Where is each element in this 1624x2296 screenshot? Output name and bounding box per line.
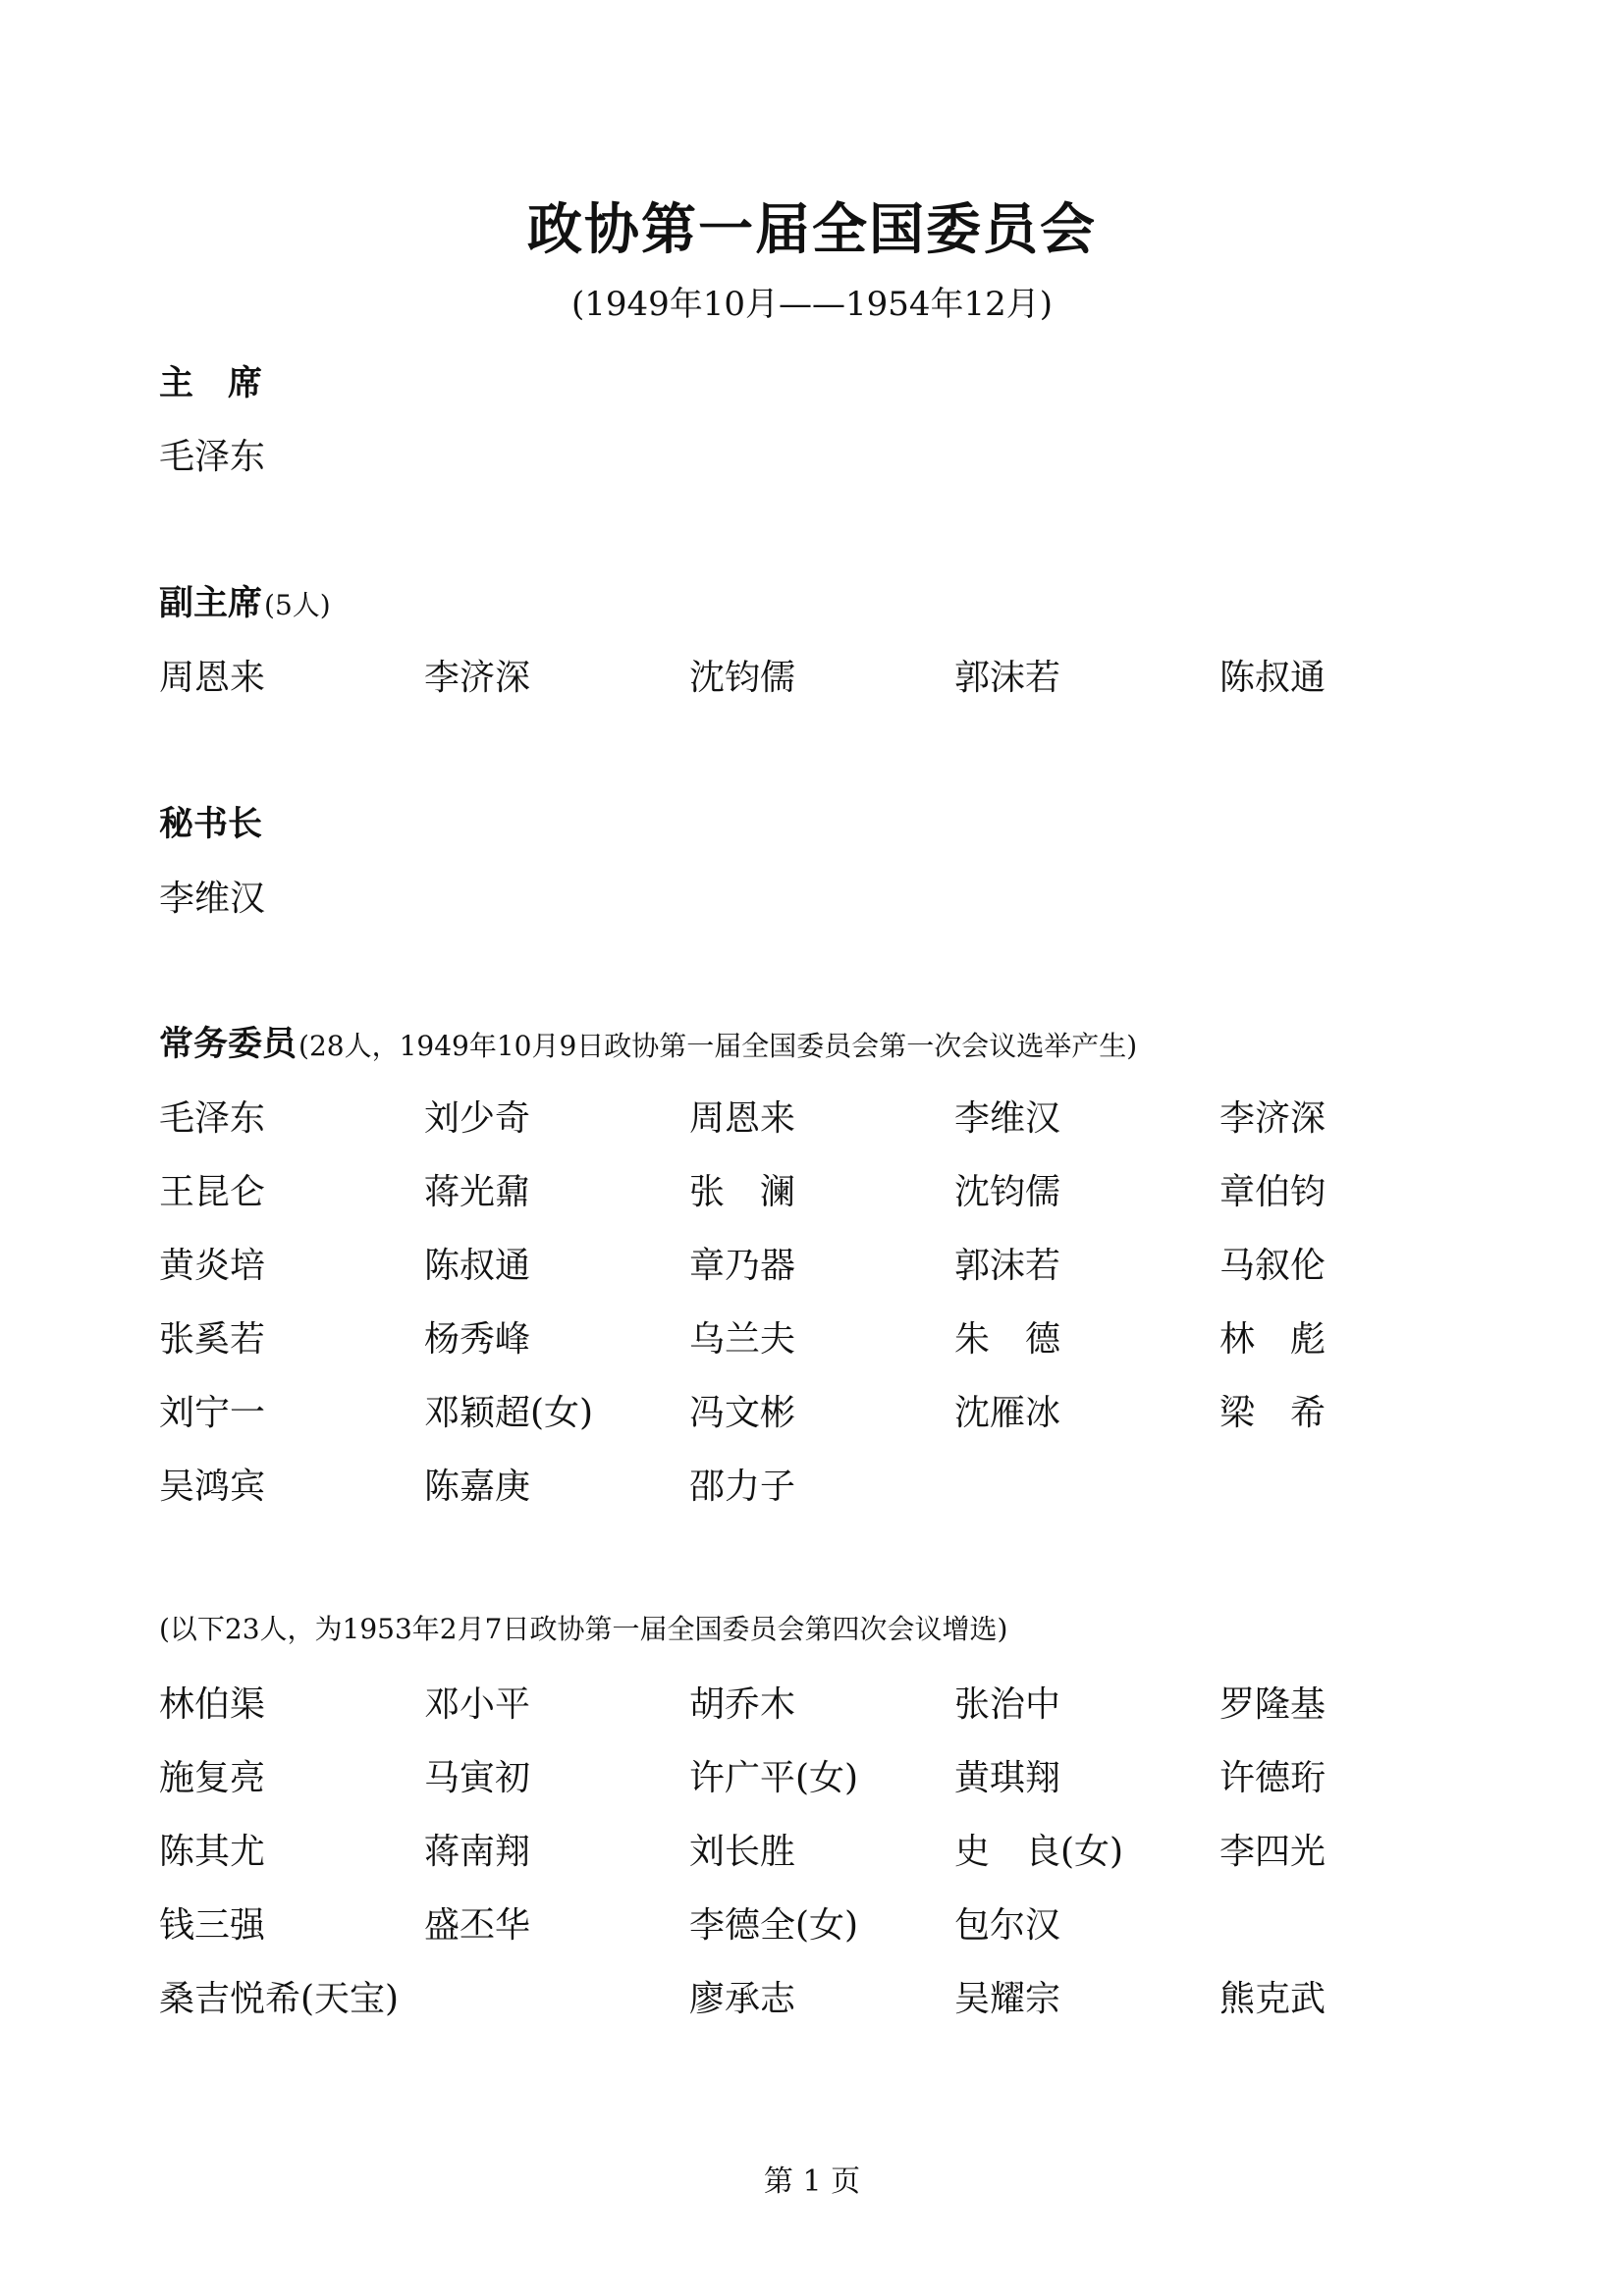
list-item: 刘宁一 bbox=[159, 1393, 266, 1433]
list-item: 朱 德 bbox=[954, 1319, 1061, 1360]
chairman-heading: 主 席 bbox=[159, 364, 263, 403]
list-item: 桑吉悦希(天宝) bbox=[159, 1979, 400, 2019]
standing-members-note: (28人，1949年10月9日政协第一届全国委员会第一次会议选举产生) bbox=[298, 1030, 1138, 1062]
list-item: 李德全(女) bbox=[689, 1905, 859, 1946]
list-item: 李四光 bbox=[1219, 1832, 1326, 1872]
list-item: 陈其尤 bbox=[159, 1832, 266, 1872]
list-item: 胡乔木 bbox=[689, 1684, 796, 1725]
list-item: 邵力子 bbox=[689, 1467, 796, 1507]
list-item: 蒋南翔 bbox=[424, 1832, 531, 1872]
list-item: 黄琪翔 bbox=[954, 1758, 1061, 1798]
list-item: 陈叔通 bbox=[424, 1246, 531, 1286]
list-item: 马寅初 bbox=[424, 1758, 531, 1798]
list-item: 梁 希 bbox=[1219, 1393, 1326, 1433]
list-item: 乌兰夫 bbox=[689, 1319, 796, 1360]
list-item: 吴耀宗 bbox=[954, 1979, 1061, 2019]
secretary-general-heading: 秘书长 bbox=[159, 805, 263, 844]
list-item: 章伯钧 bbox=[1219, 1172, 1326, 1212]
list-item: 盛丕华 bbox=[424, 1905, 531, 1946]
list-item: 罗隆基 bbox=[1219, 1684, 1326, 1725]
standing-members-list bbox=[159, 1090, 1485, 1531]
standing-members-heading-label: 常务委员 bbox=[159, 1025, 298, 1064]
vice-chairmen-list bbox=[159, 649, 1485, 722]
chairman-name: 毛泽东 bbox=[159, 437, 266, 477]
list-item: 郭沫若 bbox=[954, 1246, 1061, 1286]
list-item: 许德珩 bbox=[1219, 1758, 1326, 1798]
secretary-general-name: 李维汉 bbox=[159, 879, 266, 919]
list-item: 许广平(女) bbox=[689, 1758, 859, 1798]
list-item: 沈钧儒 bbox=[689, 658, 796, 698]
list-item: 熊克武 bbox=[1219, 1979, 1326, 2019]
vice-chairmen-heading bbox=[159, 579, 331, 630]
list-item: 包尔汉 bbox=[954, 1905, 1061, 1946]
list-item: 施复亮 bbox=[159, 1758, 266, 1798]
list-item: 周恩来 bbox=[689, 1098, 796, 1139]
list-item: 张 澜 bbox=[689, 1172, 796, 1212]
list-item: 毛泽东 bbox=[159, 1098, 266, 1139]
list-item: 林伯渠 bbox=[159, 1684, 266, 1725]
list-item: 李维汉 bbox=[954, 1098, 1061, 1139]
list-item: 廖承志 bbox=[689, 1979, 796, 2019]
list-item: 林 彪 bbox=[1219, 1319, 1326, 1360]
list-item: 陈嘉庚 bbox=[424, 1467, 531, 1507]
page-title: 政协第一届全国委员会 bbox=[527, 198, 1097, 262]
list-item: 张奚若 bbox=[159, 1319, 266, 1360]
list-item: 张治中 bbox=[954, 1684, 1061, 1725]
list-item: 李济深 bbox=[424, 658, 531, 698]
list-item: 邓颖超(女) bbox=[424, 1393, 594, 1433]
added-members-list bbox=[159, 1676, 1485, 2044]
list-item: 沈雁冰 bbox=[954, 1393, 1061, 1433]
page-number: 第 1 页 bbox=[763, 2164, 861, 2199]
list-item: 吴鸿宾 bbox=[159, 1467, 266, 1507]
vice-chairmen-heading-label: 副主席 bbox=[159, 584, 263, 623]
list-item: 杨秀峰 bbox=[424, 1319, 531, 1360]
list-item: 郭沫若 bbox=[954, 658, 1061, 698]
added-members-note: (以下23人，为1953年2月7日政协第一届全国委员会第四次会议增选) bbox=[159, 1613, 1008, 1645]
page-subtitle: (1949年10月——1954年12月) bbox=[570, 285, 1054, 324]
list-item: 钱三强 bbox=[159, 1905, 266, 1946]
list-item: 刘长胜 bbox=[689, 1832, 796, 1872]
standing-members-heading bbox=[159, 1020, 1137, 1071]
list-item: 蒋光鼐 bbox=[424, 1172, 531, 1212]
vice-chairmen-count: (5人) bbox=[264, 589, 331, 621]
list-item: 邓小平 bbox=[424, 1684, 531, 1725]
list-item: 陈叔通 bbox=[1219, 658, 1326, 698]
list-item: 沈钧儒 bbox=[954, 1172, 1061, 1212]
list-item: 王昆仑 bbox=[159, 1172, 266, 1212]
list-item: 史 良(女) bbox=[954, 1832, 1124, 1872]
list-item: 章乃器 bbox=[689, 1246, 796, 1286]
list-item: 马叙伦 bbox=[1219, 1246, 1326, 1286]
list-item: 冯文彬 bbox=[689, 1393, 796, 1433]
list-item: 李济深 bbox=[1219, 1098, 1326, 1139]
list-item: 周恩来 bbox=[159, 658, 266, 698]
list-item: 刘少奇 bbox=[424, 1098, 531, 1139]
list-item: 黄炎培 bbox=[159, 1246, 266, 1286]
list-item bbox=[1219, 1896, 1485, 1970]
